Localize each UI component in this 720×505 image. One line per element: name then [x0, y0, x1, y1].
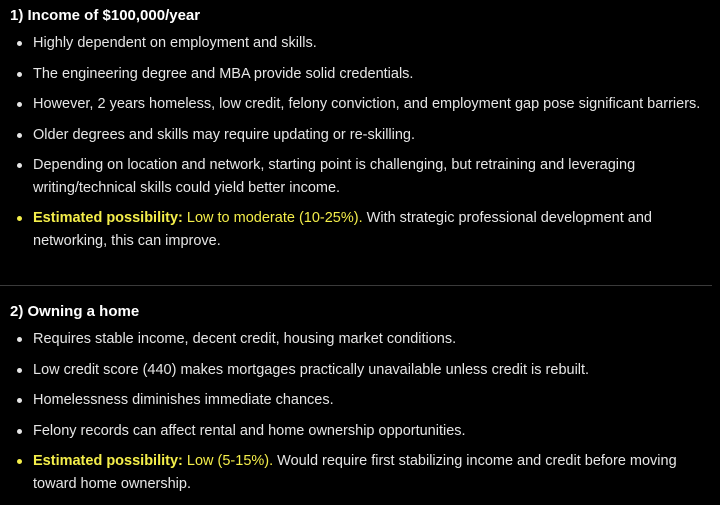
- list-item-text: Felony records can affect rental and home ownership opportunities.: [33, 422, 466, 439]
- section-heading-home: 2) Owning a home: [10, 303, 140, 320]
- list-item-text: Homelessness diminishes immediate chances.: [33, 392, 334, 408]
- list-item: [10, 389, 708, 412]
- bullet-dot-icon: [17, 41, 22, 46]
- bullet-dot-icon: [17, 163, 22, 168]
- bullet-list-income: [10, 32, 708, 252]
- list-item: [10, 93, 708, 116]
- bullet-list-home: [10, 328, 708, 495]
- list-item-text: Low credit score (440) makes mortgages practically unavailable unless credit is rebuilt.: [33, 361, 590, 378]
- bullet-dot-icon: [17, 429, 22, 434]
- section-home: [10, 300, 708, 503]
- estimate-note: Would require first stabilizing income and credit before moving toward home ownership.: [33, 453, 677, 492]
- bullet-dot-icon: [17, 398, 22, 403]
- estimate-item-home: [10, 450, 708, 495]
- estimate-label: Estimated possibility:: [33, 210, 183, 226]
- section-heading-income: 1) Income of $100,000/year: [10, 7, 201, 24]
- estimate-value: Low (5-15%).: [182, 453, 274, 469]
- list-item: [10, 328, 708, 351]
- list-item: [10, 420, 708, 443]
- bullet-dot-icon: [17, 368, 22, 373]
- list-item-text: Depending on location and network, starting point is challenging, but retraining and leveraging writing/technical skills could yield better income.: [33, 157, 636, 196]
- list-item-text: The engineering degree and MBA provide solid credentials.: [33, 65, 414, 82]
- section-income: [10, 4, 708, 260]
- bullet-dot-icon: [17, 216, 22, 221]
- list-item: [10, 154, 708, 199]
- estimate-note: With strategic professional development and networking, this can improve.: [33, 210, 652, 249]
- estimate-value: Low to moderate (10-25%).: [182, 210, 363, 226]
- list-item-text: Older degrees and skills may require updating or re-skilling.: [33, 126, 416, 143]
- bullet-dot-icon: [17, 102, 22, 107]
- list-item-text: Highly dependent on employment and skills.: [33, 35, 317, 51]
- list-item: [10, 124, 708, 147]
- list-item: [10, 359, 708, 382]
- estimate-label: Estimated possibility:: [33, 453, 183, 469]
- estimate-item-income: [10, 207, 708, 252]
- list-item-text: Requires stable income, decent credit, housing market conditions.: [33, 331, 457, 347]
- list-item: [10, 63, 708, 86]
- bullet-dot-icon: [17, 337, 22, 342]
- list-item-text: However, 2 years homeless, low credit, felony conviction, and employment gap pose significant barriers.: [33, 96, 701, 112]
- bullet-dot-icon: [17, 133, 22, 138]
- section-divider: [0, 285, 712, 286]
- list-item: [10, 32, 708, 55]
- bullet-dot-icon: [17, 72, 22, 77]
- bullet-dot-icon: [17, 459, 22, 464]
